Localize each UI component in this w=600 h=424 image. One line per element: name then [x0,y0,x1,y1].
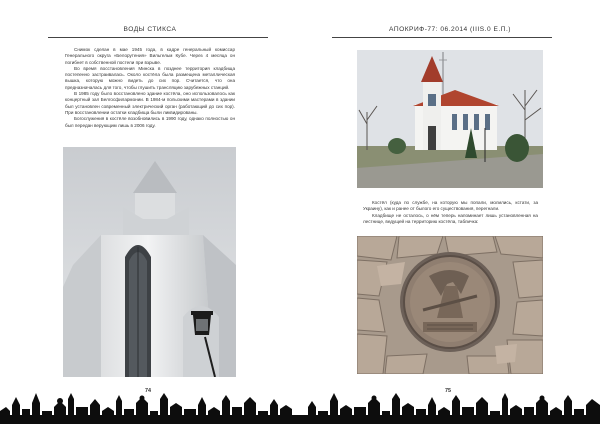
paragraph: В 1985 году было восстановлено здание костёла, оно использовалось как концертный зал Белгосфилармонии. В 1984-м польскими мастерами в здании был установлен современный электрический орган (работающий до сих пор). При восстановлении остатки кладбища были ликвидированы. [65,91,235,115]
paragraph: Во время восстановления Минска в позднее территория кладбища постепенно застраивалась. Около костёла была размещена металлическая вышка, которую можно видеть до сих пор. Считается, что она предназначалась для того, чтобы глушить трансляцию зарубежных станций. [65,65,235,90]
paragraph: Богослужения в костёле возобновились в 1990 году, однако полностью он был передан верующим лишь в 2006 году. [65,116,235,128]
page-number-right: 75 [445,388,451,394]
right-caption [363,200,538,225]
church-tower-photo [63,147,236,377]
paragraph: Кладбище не осталось, о нём теперь напоминает лишь установленная на лестнице, ведущей на территорию костёла, табличка: [363,212,538,224]
running-head-right: АПОКРИФ-77: 06.2014 (IIIS.0 Е.П.) [389,26,511,33]
city-skyline-border [0,393,600,424]
page-number-left: 74 [145,388,151,394]
running-head-left: ВОДЫ СТИКСА [123,26,177,33]
memorial-plaque-photo [357,236,543,374]
church-photo [357,50,543,188]
header-rule-left [48,37,268,38]
left-body-text [65,47,235,129]
header-rule-right [332,37,552,38]
paragraph: Костёл (куда по службе, на которую мы попали, молились, кстати, за Украину), как и ранее от былого его существования, перегнали. [363,200,538,212]
paragraph: Снимок сделан в мае 1945 года, в кадре генеральный комиссар Генерального округа «Белорутения» Вильгельм Кубе. Через 4 месяца он погибнет в собственной постели при взрыве. [65,47,235,65]
